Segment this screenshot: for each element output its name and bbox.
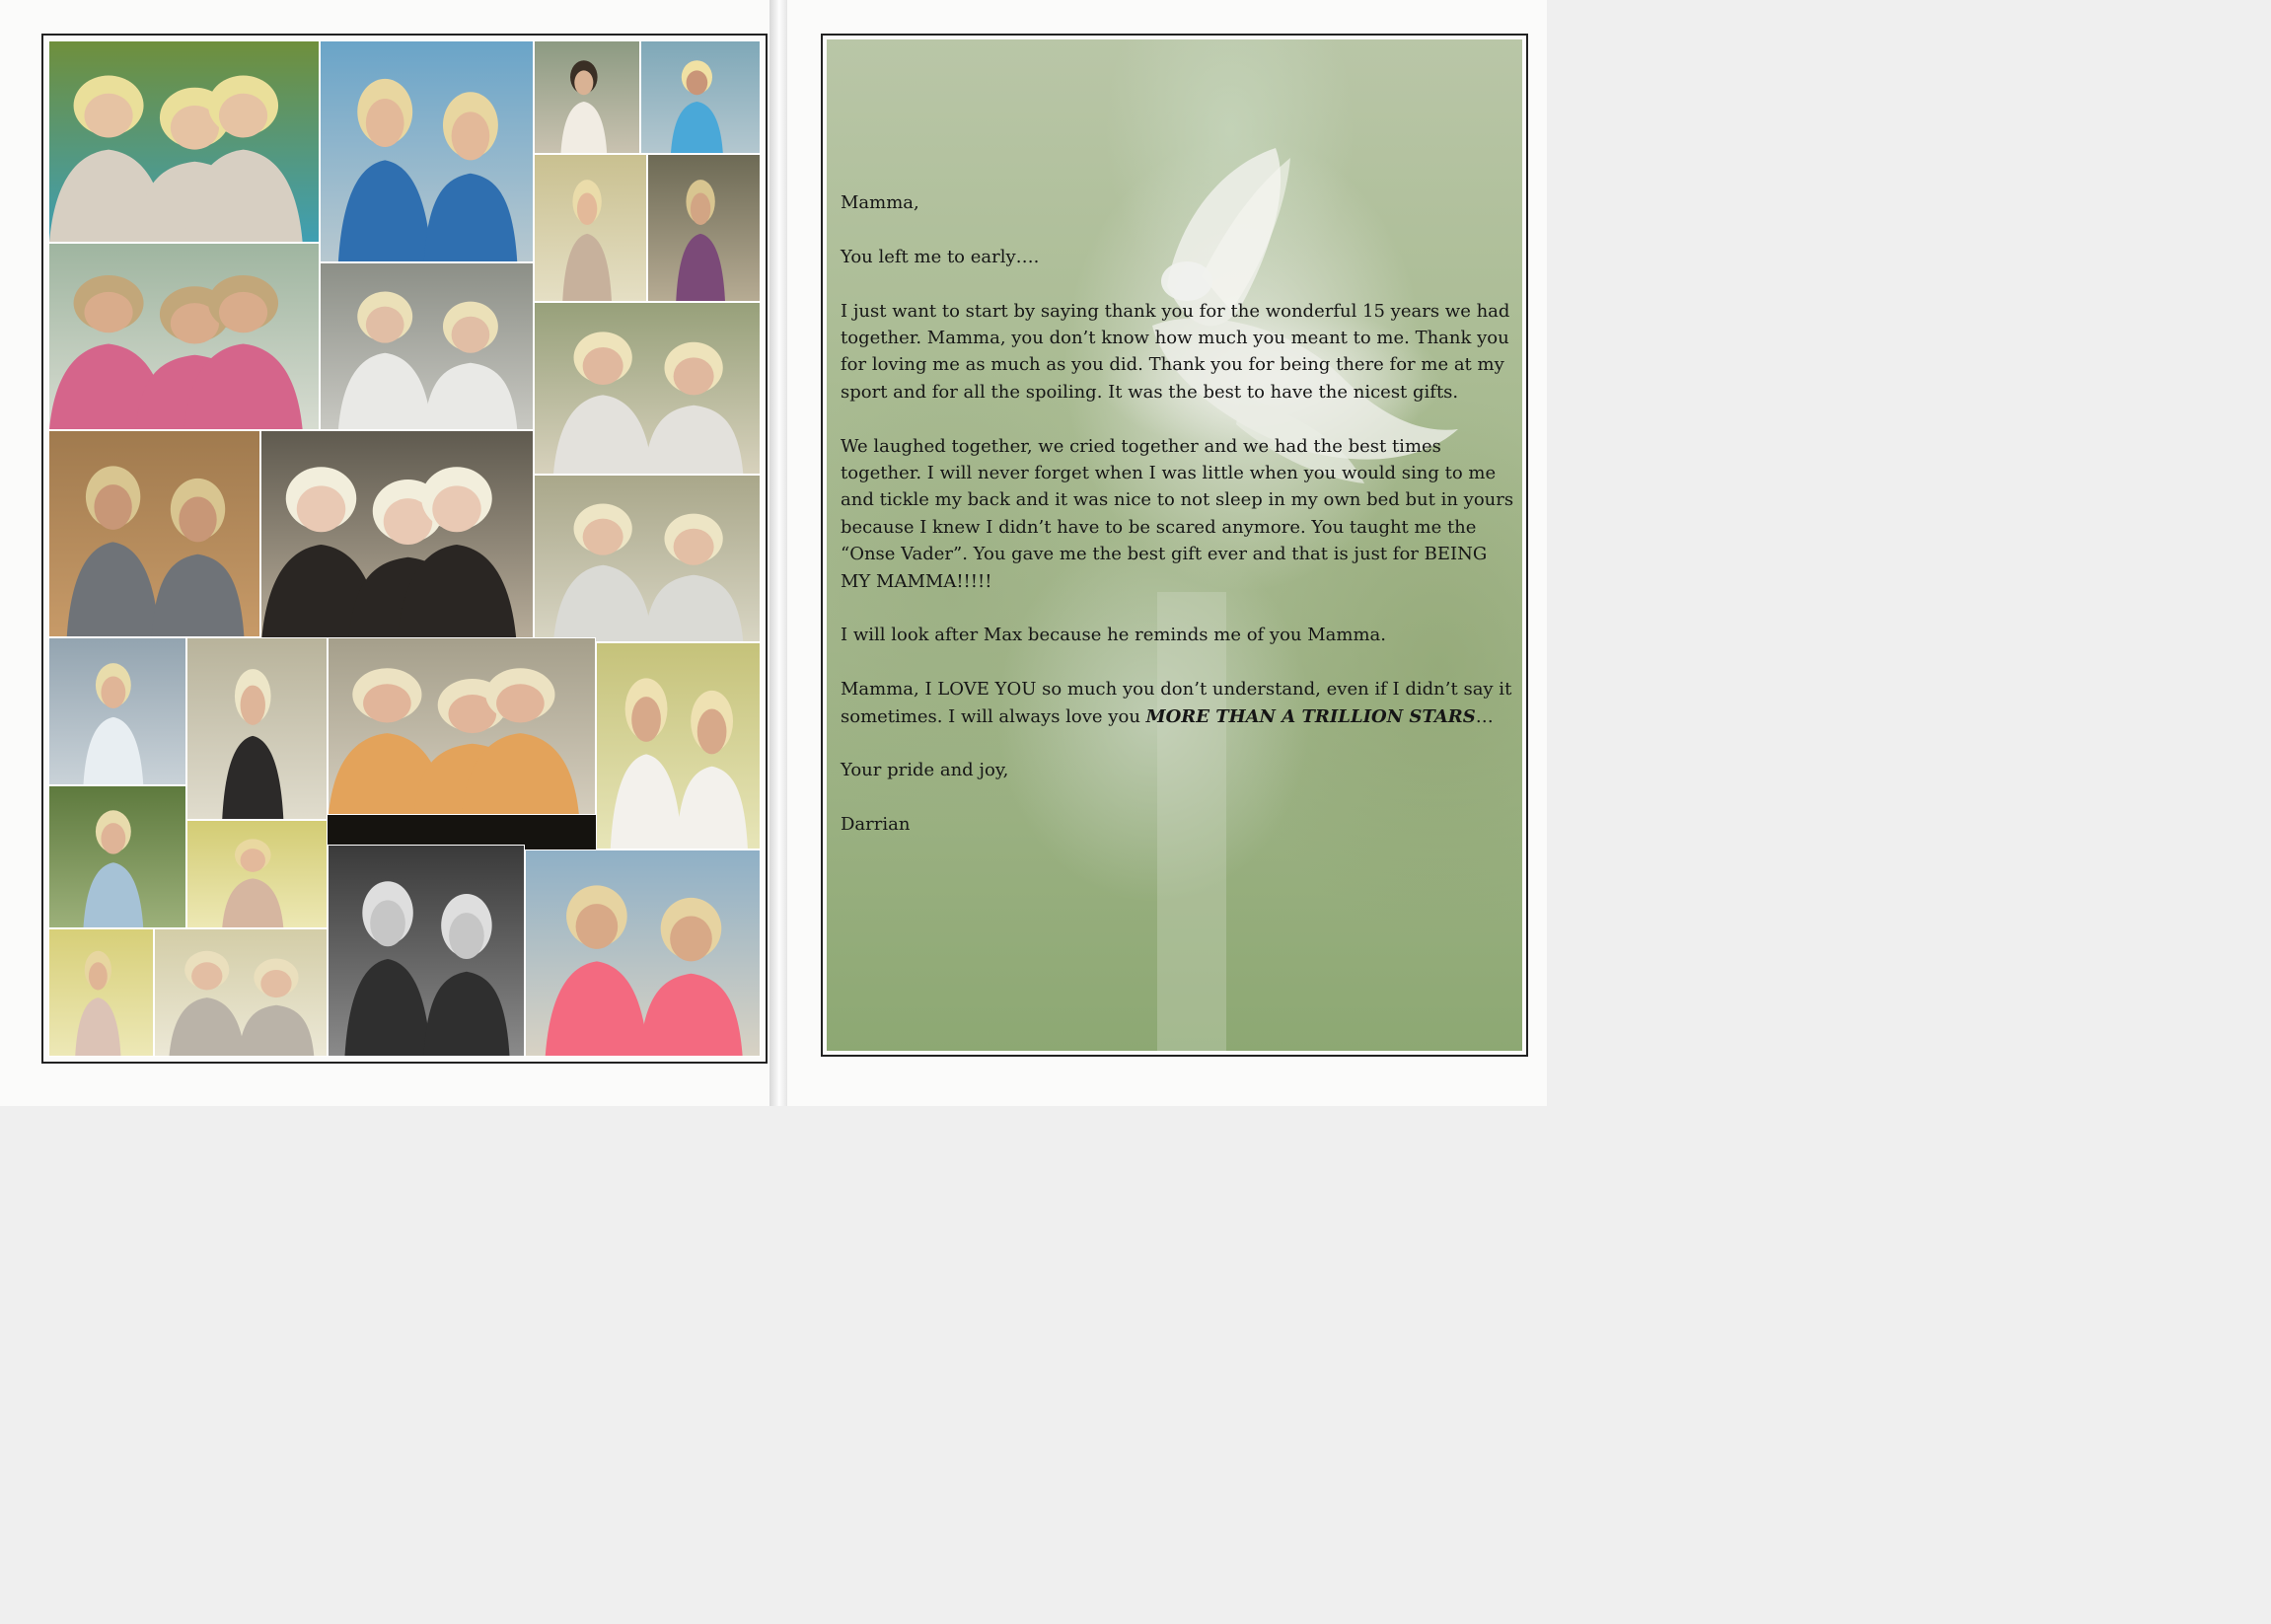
- collage-photo: [328, 845, 525, 1057]
- photo-image: [49, 786, 185, 927]
- letter-paragraph: I will look after Max because he reminds me of you Mamma.: [841, 625, 1386, 646]
- photo-image: [49, 638, 185, 784]
- collage-photo: [154, 928, 328, 1057]
- collage-photo: [647, 154, 761, 302]
- letter-greeting: Mamma,: [841, 192, 919, 213]
- photo-image: [49, 431, 259, 636]
- photo-image: [49, 244, 319, 429]
- letter-paragraph: I just want to start by saying thank you for the wonderful 15 years we had together. Mamma, you don’t know how much you meant to me. Thank you for loving me as much as you did. Thank you for being there for me at my sport and for all the spoiling. It was the best to have the nicest gifts.: [841, 300, 1510, 403]
- card-fold: [769, 0, 787, 1106]
- collage-photo: [186, 637, 328, 820]
- collage-photo: [48, 40, 320, 243]
- photo-image: [321, 41, 533, 261]
- photo-collage-frame: [41, 34, 768, 1064]
- photo-image: [261, 431, 533, 641]
- collage-photo: [640, 40, 761, 154]
- photo-image: [329, 846, 524, 1056]
- collage-photo: [260, 430, 534, 642]
- collage-photo: [534, 302, 761, 475]
- left-page: [0, 0, 769, 1106]
- collage-photo: [534, 40, 640, 154]
- closing-text: Mamma, I LOVE YOU so much you don’t understand, even if I didn’t say it sometimes. I will always love you: [841, 679, 1512, 727]
- collage-photo: [48, 785, 186, 928]
- photo-image: [535, 41, 639, 153]
- photo-image: [535, 303, 760, 474]
- letter-text: [841, 189, 1515, 865]
- photo-image: [155, 929, 327, 1056]
- collage-photo: [48, 637, 186, 785]
- photo-image: [321, 263, 533, 429]
- collage-photo: [328, 637, 596, 815]
- closing-emphasis: MORE THAN A TRILLION STARS: [1145, 705, 1476, 727]
- photo-image: [535, 155, 646, 301]
- collage-photo: [525, 849, 761, 1057]
- collage-photo: [534, 154, 647, 302]
- letter-background: [827, 39, 1522, 1051]
- collage-photo: [186, 820, 328, 928]
- collage-photo: [48, 243, 320, 430]
- letter-frame: [821, 34, 1528, 1057]
- closing-ellipsis: …: [1475, 705, 1494, 727]
- photo-image: [187, 821, 327, 927]
- photo-image: [49, 41, 319, 242]
- photo-image: [597, 643, 760, 849]
- photo-image: [329, 638, 595, 814]
- photo-image: [535, 476, 760, 641]
- collage-photo: [48, 928, 154, 1057]
- collage-photo: [596, 642, 761, 849]
- collage-photo: [320, 262, 534, 430]
- photo-image: [641, 41, 760, 153]
- photo-image: [49, 929, 153, 1056]
- letter-closing-paragraph: [841, 676, 1515, 730]
- photo-image: [526, 850, 760, 1056]
- collage-photo: [320, 40, 534, 262]
- letter-paragraph: You left me to early….: [841, 246, 1040, 267]
- collage-photo: [48, 430, 260, 637]
- letter-signature: Darrian: [841, 814, 911, 836]
- collage-photo: [534, 475, 761, 642]
- photo-image: [648, 155, 760, 301]
- letter-sign-off: Your pride and joy,: [841, 760, 1009, 781]
- photo-collage: [48, 40, 761, 1057]
- photo-image: [187, 638, 327, 819]
- letter-paragraph: We laughed together, we cried together and we had the best times together. I will never forget when I was little when you would sing to me and tickle my back and it was nice to not sleep in my own bed but in yours because I knew I didn’t have to be scared anymore. You taught me the “Onse Vader”. You gave me the best gift ever and that is just for BEING MY MAMMA!!!!!: [841, 435, 1514, 592]
